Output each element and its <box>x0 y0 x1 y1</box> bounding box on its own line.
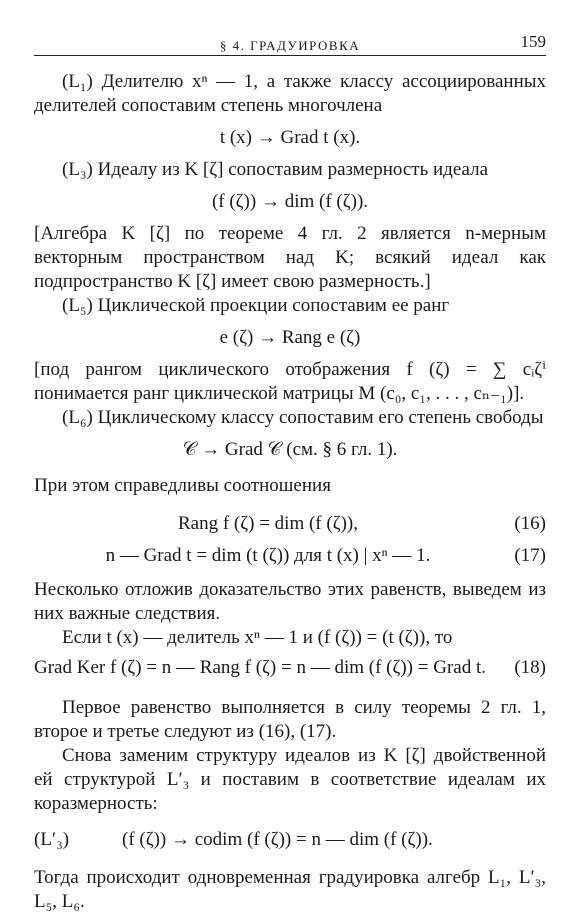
item-L6 <box>34 406 546 430</box>
paragraph-grading: Тогда происходит одновременная градуировка алгебр L₁, L′₃, L₅, L₆. <box>34 867 546 912</box>
item-text: Делителю xⁿ — 1, а также классу ассоциированных делителей сопоставим степень многочлена <box>34 71 547 116</box>
paragraph-consequences: Несколько отложив доказательство этих равенств, выведем из них важные следствия. <box>34 579 546 624</box>
formula-label: (L′₃) <box>34 829 70 850</box>
paragraph-rank-note: [под рангом циклического отображения f (ζ) = ∑ cᵢζⁱ понимается ранг циклической матрицы M (c₀, c₁, . . . , cₙ₋₁)]. <box>34 359 546 404</box>
paragraph-first-equality: Первое равенство выполняется в силу теоремы 2 гл. 1, второе и третье следуют из (16), (17). <box>34 697 546 742</box>
running-header <box>34 28 546 54</box>
item-label: (L₃) <box>62 159 93 180</box>
formula-rang: e (ζ) → Rang e (ζ) <box>219 327 361 348</box>
item-label: (L₆) <box>62 407 93 428</box>
equation-18 <box>34 656 546 680</box>
formula-body: (f (ζ)) → codim (f (ζ)) = n — dim (f (ζ)). <box>122 829 433 850</box>
item-L1 <box>34 70 546 118</box>
formula-grad: t (x) → Grad t (x). <box>219 127 361 148</box>
item-L3 <box>34 158 546 182</box>
equation-17 <box>34 544 546 568</box>
paragraph-relations-intro: При этом справедливы соотношения <box>34 475 331 496</box>
header-rule <box>34 55 546 56</box>
equation-number: (16) <box>514 513 546 534</box>
equation-16 <box>34 512 546 536</box>
book-page <box>34 28 546 914</box>
formula-L3-prime <box>34 828 546 852</box>
paragraph-algebra-note: [Алгебра K [ζ] по теореме 4 гл. 2 является n-мерным векторным пространством над K; всякий идеал как подпространство K [ζ] имеет свою размерность.] <box>34 223 546 292</box>
formula-dim: (f (ζ)) → dim (f (ζ)). <box>211 191 369 212</box>
section-title: § 4. ГРАДУИРОВКА <box>219 38 361 53</box>
paragraph-dual-structure: Снова заменим структуру идеалов из K [ζ] двойственной ей структурой L′₃ и поставим в соответствие идеалам их коразмерность: <box>34 745 546 814</box>
equation-number: (17) <box>514 545 546 566</box>
equation-body: Rang f (ζ) = dim (f (ζ)), <box>178 513 358 534</box>
item-text: Циклическому классу сопоставим его степень свободы <box>97 407 544 428</box>
formula-class-grad: 𝒞 → Grad 𝒞 (см. § 6 гл. 1). <box>182 439 398 460</box>
page-number: 159 <box>520 32 546 51</box>
equation-body: n — Grad t = dim (t (ζ)) для t (x) | xⁿ — 1. <box>105 545 431 566</box>
equation-body: Grad Ker f (ζ) = n — Rang f (ζ) = n — dim (f (ζ)) = Grad t. <box>34 657 486 678</box>
paragraph-if-divisor: Если t (x) — делитель xⁿ — 1 и (f (ζ)) = (t (ζ)), то <box>62 627 453 648</box>
equation-number: (18) <box>514 657 546 678</box>
item-text: Идеалу из K [ζ] сопоставим размерность идеала <box>97 159 489 180</box>
item-label: (L₅) <box>62 295 93 316</box>
item-label: (L₁) <box>62 71 93 92</box>
item-L5 <box>34 294 546 318</box>
item-text: Циклической проекции сопоставим ее ранг <box>97 295 450 316</box>
